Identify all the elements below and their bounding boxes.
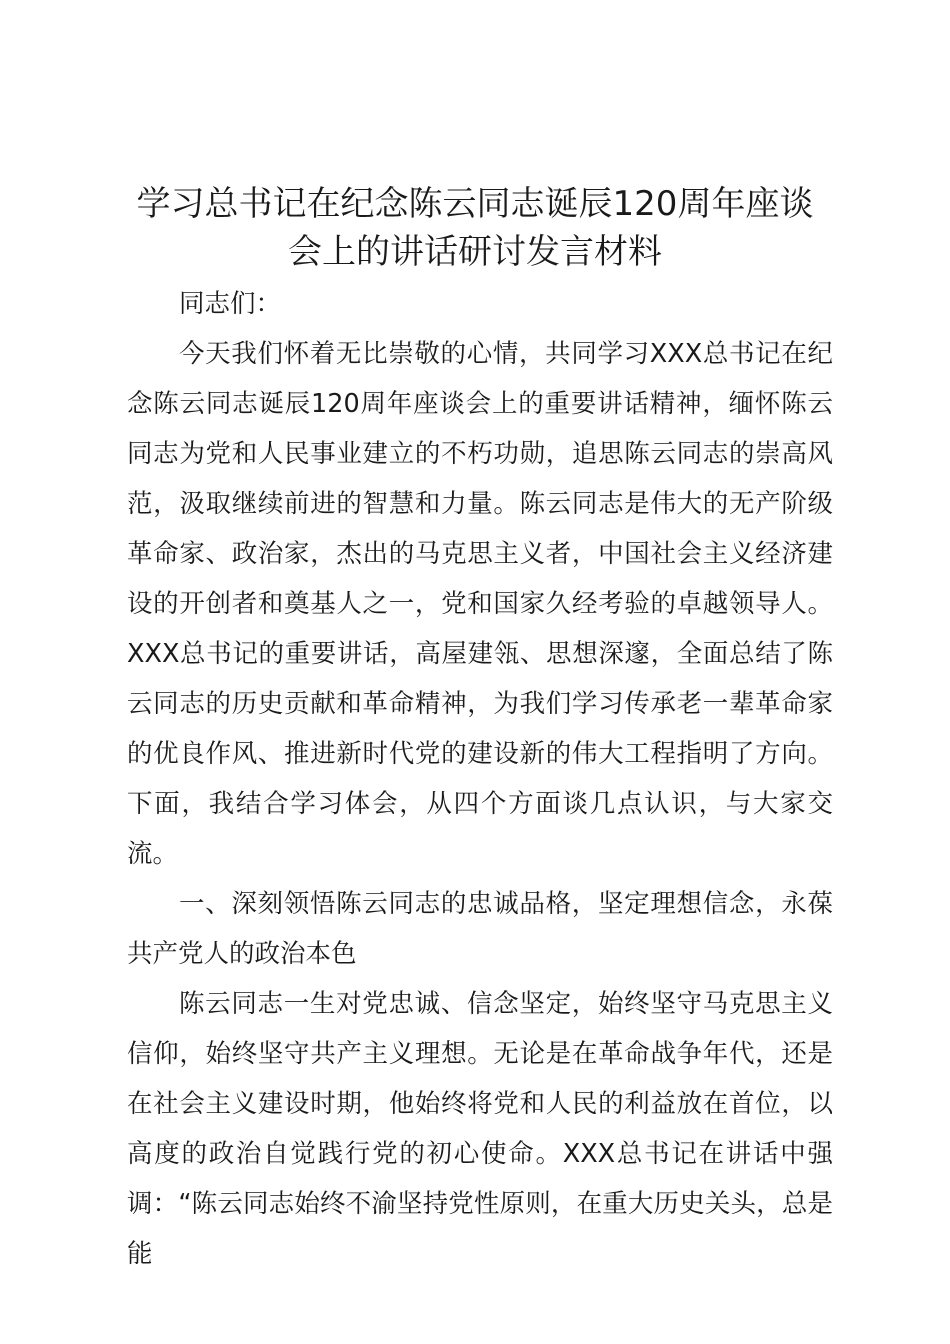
intro-paragraph: 今天我们怀着无比崇敬的心情，共同学习XXX总书记在纪念陈云同志诞辰120周年座谈会上的重要讲话精神，缅怀陈云同志为党和人民事业建立的不朽功勋，追思陈云同志的崇高风范，汲取继续前进的智慧和力量。陈云同志是伟大的无产阶级革命家、政治家，杰出的马克思主义者，中国社会主义经济建设的开创者和奠基人之一，党和国家久经考验的卓越领导人。XXX总书记的重要讲话，高屋建瓴、思想深邃，全面总结了陈云同志的历史贡献和革命精神，为我们学习传承老一辈革命家的优良作风、推进新时代党的建设新的伟大工程指明了方向。下面，我结合学习体会，从四个方面谈几点认识，与大家交流。 [127,339,833,869]
section-paragraph: 陈云同志一生对党忠诚、信念坚定，始终坚守马克思主义信仰，始终坚守共产主义理想。无论是在革命战争年代，还是在社会主义建设时期，他始终将党和人民的利益放在首位，以高度的政治自觉践行党的初心使命。XXX总书记在讲话中强调：“陈云同志始终不渝坚持党性原则，在重大历史关头，总是能 [127,989,833,1269]
document-title: 学习总书记在纪念陈云同志诞辰120周年座谈会上的讲话研讨发言材料 [136,184,814,272]
section-heading: 一、深刻领悟陈云同志的忠诚品格，坚定理想信念，永葆共产党人的政治本色 [127,889,833,969]
document-body [127,279,833,1279]
salutation: 同志们： [179,289,282,319]
